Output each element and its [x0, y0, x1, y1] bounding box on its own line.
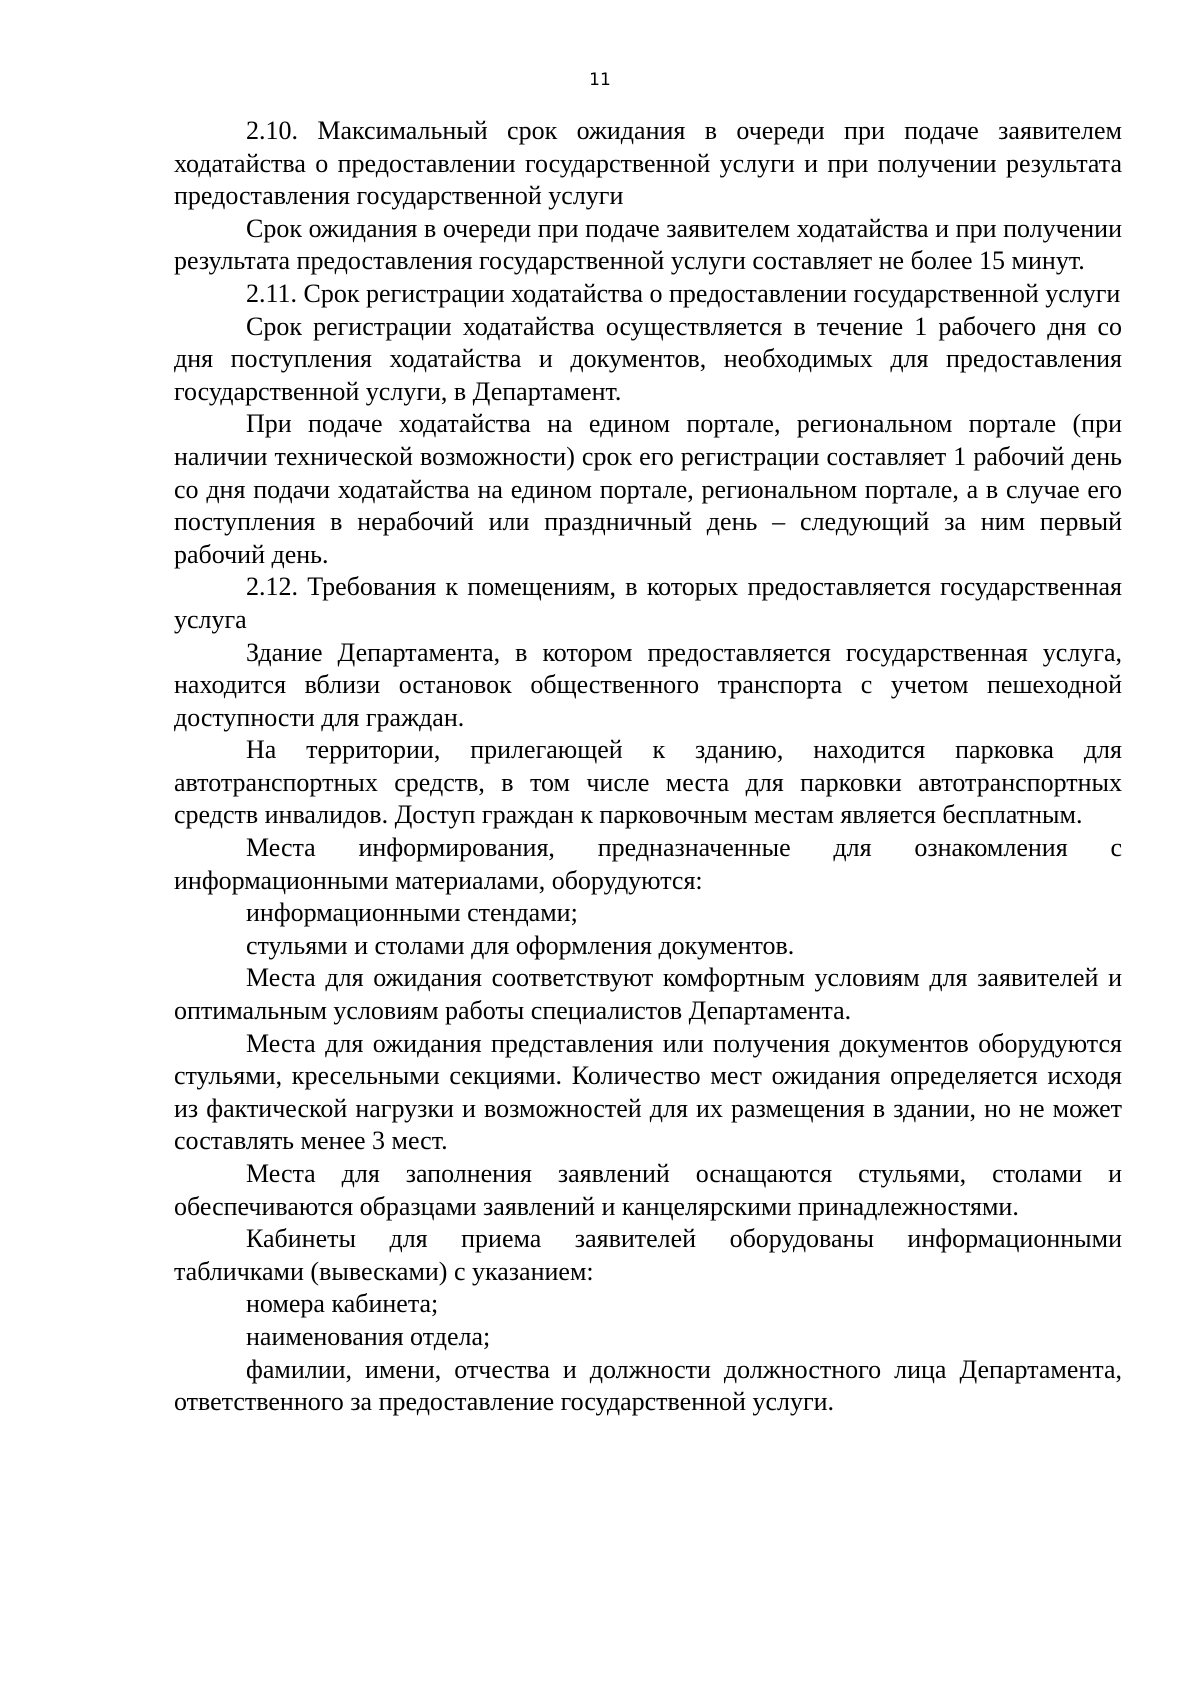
section-heading-2-11: 2.11. Срок регистрации ходатайства о предоставлении государственной услуги — [246, 278, 1121, 308]
paragraph: При подаче ходатайства на едином портале, региональном портале (при наличии технической возможности) срок его регистрации составляет 1 рабочий день со дня подачи ходатайства на едином портале, региональном портале, а в случае его поступления в нерабочий или праздничный день – следующий за ним первый рабочий день. — [174, 409, 1122, 569]
list-item: информационными стендами; — [246, 898, 578, 928]
section-heading-2-12: 2.12. Требования к помещениям, в которых предоставляется государственная услуга — [174, 572, 1122, 634]
paragraph: Места для заполнения заявлений оснащаются стульями, столами и обеспечиваются образцами заявлений и канцелярскими принадлежностями. — [174, 1159, 1122, 1221]
paragraph: Места для ожидания представления или получения документов оборудуются стульями, кресельными секциями. Количество мест ожидания определяется исходя из фактической нагрузки и возможностей для их размещения в здании, но не может составлять менее 3 мест. — [174, 1028, 1122, 1156]
paragraph: Срок регистрации ходатайства осуществляется в течение 1 рабочего дня со дня поступления ходатайства и документов, необходимых для предоставления государственной услуги, в Департамент. — [174, 311, 1122, 406]
paragraph: Места для ожидания соответствуют комфортным условиям для заявителей и оптимальным условиям работы специалистов Департамента. — [174, 963, 1122, 1026]
paragraph: Места информирования, предназначенные для ознакомления с информационными материалами, оборудуются: — [174, 833, 1122, 895]
paragraph: На территории, прилегающей к зданию, находится парковка для автотранспортных средств, в том числе места для парковки автотранспортных средств инвалидов. Доступ граждан к парковочным местам является бесплатным. — [174, 735, 1122, 830]
list-item: фамилии, имени, отчества и должности должностного лица Департамента, ответственного за предоставление государственной услуги. — [174, 1354, 1122, 1417]
list-item: наименования отдела; — [246, 1321, 491, 1351]
paragraph: Здание Департамента, в котором предоставляется государственная услуга, находится вблизи остановок общественного транспорта с учетом пешеходной доступности для граждан. — [174, 637, 1122, 732]
document-body — [174, 115, 1122, 1419]
paragraph: Кабинеты для приема заявителей оборудованы информационными табличками (вывесками) с указанием: — [174, 1224, 1122, 1286]
page-number: 11 — [589, 70, 611, 90]
section-heading-2-10: 2.10. Максимальный срок ожидания в очереди при подаче заявителем ходатайства о предоставлении государственной услуги и при получении результата предоставления государственной услуги — [174, 116, 1122, 211]
list-item: стульями и столами для оформления документов. — [246, 930, 795, 960]
paragraph: Срок ожидания в очереди при подаче заявителем ходатайства и при получении результата предоставления государственной услуги составляет не более 15 минут. — [174, 213, 1122, 276]
list-item: номера кабинета; — [246, 1289, 439, 1319]
